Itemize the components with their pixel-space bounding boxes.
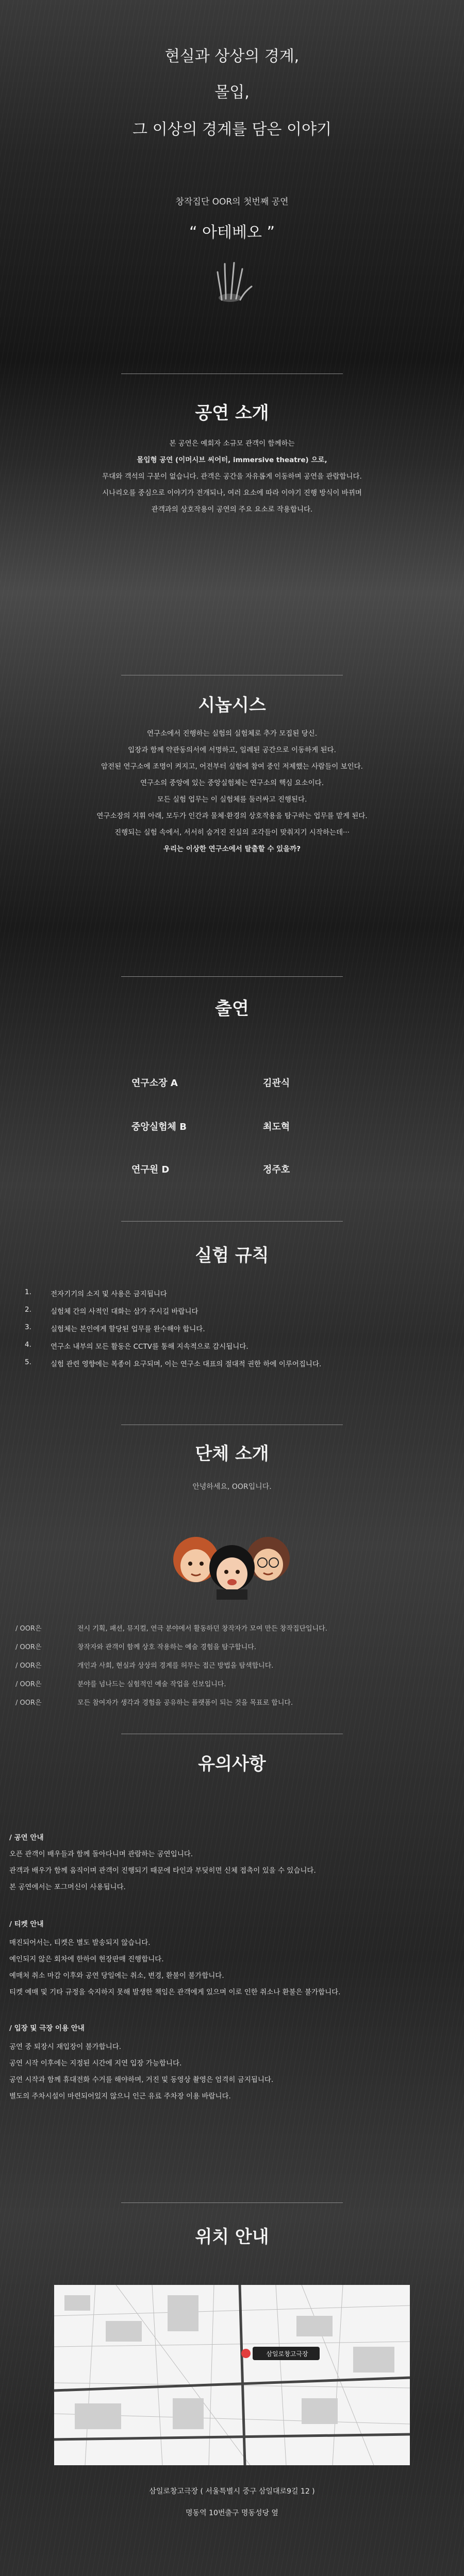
intro-line: 시나리오를 중심으로 이야기가 전개되나, 여러 요소에 따라 이야기 진행 방식이 바뀌며 [102, 489, 362, 497]
venue-directions: 명동역 10번출구 명동성당 옆 [186, 2509, 278, 2517]
intro-heading: 공연 소개 [195, 403, 269, 423]
rule-text: 실험 관련 영향에는 복종이 요구되며, 이는 연구소 대표의 절대적 권한 하에 이루어집니다. [51, 1360, 322, 1368]
team-row [15, 1679, 449, 1690]
cast-list [131, 1076, 338, 1179]
rule-text: 연구소 내부의 모든 활동은 CCTV를 통해 지속적으로 감시됩니다. [51, 1343, 248, 1351]
team-avatars [173, 1528, 291, 1600]
rule-text: 실험체는 본인에게 할당된 업무를 완수해야 합니다. [51, 1325, 205, 1333]
team-row [15, 1623, 449, 1634]
notice-line: 티켓 예매 및 기타 규정을 숙지하지 못해 발생한 책임은 관객에게 있으며 이로 인한 취소나 환불은 불가합니다. [9, 1988, 341, 1996]
notice-line: 공연 시작과 함께 휴대전화 수거를 해야하며, 거진 및 동영상 촬영은 엄격히 금지됩니다. [9, 2076, 274, 2084]
rule-text: 실험체 간의 사적인 대화는 삼가 주시길 바랍니다 [51, 1308, 198, 1316]
location-text [0, 2486, 464, 2518]
team-value: 분야를 넘나드는 실험적인 예술 작업을 선보입니다. [77, 1681, 226, 1688]
intro-line: 무대와 객석의 구분이 없습니다. 관객은 공간을 자유롭게 이동하며 공연을 관람합니다. [102, 472, 362, 481]
rule-number: 3. [25, 1323, 31, 1331]
rules-list [25, 1288, 448, 1376]
divider [121, 1221, 343, 1222]
rule-item [25, 1341, 448, 1356]
rule-text: 전자기기의 소지 및 사용은 금지됩니다 [51, 1290, 167, 1298]
notice-line: 오픈 관객이 배우들과 함께 돌아다니며 관람하는 공연입니다. [9, 1850, 193, 1858]
rule-item [25, 1288, 448, 1303]
team-value: 개인과 사회, 현실과 상상의 경계를 허무는 접근 방법을 탐색합니다. [77, 1662, 274, 1670]
team-key: / OOR은 [15, 1643, 42, 1651]
team-key: / OOR은 [15, 1681, 42, 1688]
team-row [15, 1641, 449, 1653]
hero-section [0, 49, 464, 242]
venue-address: 삼일로창고극장 ( 서울특별시 중구 삼일대로9길 12 ) [149, 2487, 315, 2496]
team-section [0, 1425, 464, 1492]
team-value: 전시 기획, 패션, 뮤지컬, 연극 분야에서 활동하던 창작자가 모여 만든 창작집단입니다. [77, 1625, 327, 1633]
team-row [15, 1660, 449, 1671]
notice-line: 예인되지 않은 회차에 한하여 현장판매 진행합니다. [9, 1955, 164, 1963]
cast-section [0, 976, 464, 1020]
hero-line-3: 그 이상의 경계를 담은 이야기 [132, 121, 332, 139]
notice-block-title: / 공연 안내 [9, 1834, 44, 1842]
notice-heading: 유의사항 [198, 1754, 266, 1774]
synopsis-text [0, 725, 464, 857]
cast-name: 최도혁 [263, 1122, 290, 1132]
rule-number: 4. [25, 1341, 31, 1349]
notice-section [0, 1734, 464, 1775]
rule-item [25, 1323, 448, 1338]
notice-block-title: / 입장 및 극장 이용 안내 [9, 2024, 85, 2032]
team-greeting: 안녕하세요, OOR입니다. [192, 1483, 272, 1491]
intro-line: 몰입형 공연 (이머시브 씨어터, immersive theatre) 으로, [137, 456, 327, 464]
divider [121, 2202, 343, 2203]
synopsis-heading: 시놉시스 [198, 695, 266, 716]
location-section [0, 2202, 464, 2248]
notice-block-title: / 티켓 안내 [9, 1920, 44, 1928]
intro-text [0, 435, 464, 518]
rules-section [0, 1221, 464, 1266]
notice-line: 공연 중 퇴장시 재입장이 불가합니다. [9, 2043, 122, 2051]
map-illustration [54, 2285, 410, 2465]
synopsis-line: 모든 실험 업무는 이 실험체를 둘러싸고 진행된다. [157, 795, 307, 804]
notice-line: 본 공연에서는 포그머신이 사용됩니다. [9, 1883, 126, 1891]
rule-item [25, 1358, 448, 1374]
cast-role: 연구소장 A [131, 1078, 178, 1089]
synopsis-line: 연구소의 중앙에 있는 중앙실험체는 연구소의 핵심 요소이다. [140, 779, 324, 787]
notice-body [9, 1832, 453, 2161]
intro-line: 본 공연은 예회자 소규모 관객이 함께하는 [169, 439, 295, 448]
cast-name: 정주호 [263, 1164, 290, 1175]
team-value: 모든 참여자가 생각과 경험을 공유하는 플랫폼이 되는 것을 목표로 합니다. [77, 1699, 293, 1707]
intro-line: 관객과의 상호작용이 공연의 주요 요소로 작용합니다. [151, 505, 313, 514]
team-heading: 단체 소개 [195, 1444, 269, 1464]
cast-heading: 출연 [215, 998, 249, 1019]
cast-role: 연구원 D [131, 1164, 170, 1175]
synopsis-line: 진행되는 실험 속에서, 서서히 숨겨진 진실의 조각들이 맞춰지기 시작하는데··· [114, 828, 350, 837]
hero-line-2: 몰입, [214, 83, 250, 101]
hero-line-1: 현실과 상상의 경계, [164, 47, 300, 65]
map-venue-label: 삼일로창고극장 [266, 2350, 308, 2358]
rule-item [25, 1306, 448, 1321]
synopsis-line: 연구소장의 지휘 아래, 모두가 인간과 물체·환경의 상호작용을 탐구하는 업무를 맡게 된다. [96, 812, 368, 820]
location-heading: 위치 안내 [195, 2227, 269, 2247]
rules-heading: 실험 규칙 [195, 1245, 269, 1266]
divider [121, 976, 343, 977]
team-key: / OOR은 [15, 1625, 42, 1633]
cast-name: 김관식 [263, 1078, 290, 1089]
location-map[interactable] [54, 2285, 410, 2465]
avatar-illustration [173, 1528, 291, 1600]
rule-number: 2. [25, 1306, 31, 1314]
notice-line: 별도의 주차시설이 마련되어있지 않으니 인근 유료 주차장 이용 바랍니다. [9, 2092, 231, 2100]
synopsis-section [0, 675, 464, 857]
cast-role: 중앙실험체 B [131, 1122, 187, 1132]
rule-number: 5. [25, 1358, 31, 1366]
team-value: 창작자와 관객이 함께 상호 작용하는 예술 경험을 탐구합니다. [77, 1643, 257, 1651]
team-key: / OOR은 [15, 1699, 42, 1707]
team-key: / OOR은 [15, 1662, 42, 1670]
show-title: “ 아테베오 ” [189, 224, 275, 242]
hero-subtitle: 창작집단 OOR의 첫번째 공연 [175, 197, 289, 207]
notice-line: 매진되어서는, 티켓은 별도 발송되지 않습니다. [9, 1939, 151, 1947]
notice-line: 관객과 배우가 함께 움직이며 관객이 진행되기 때문에 타인과 부딪히면 신체 접촉이 있을 수 있습니다. [9, 1867, 316, 1875]
intro-section [0, 374, 464, 518]
synopsis-line: 암전된 연구소에 조명이 켜지고, 어전부터 실험에 참여 중인 저제했는 사람들이 보인다. [101, 762, 363, 771]
hand-print-icon [206, 252, 258, 304]
synopsis-line: 우리는 이상한 연구소에서 탈출할 수 있을까? [163, 845, 301, 853]
synopsis-line: 연구소에서 진행하는 실험의 실험체로 추가 모집된 당신. [147, 730, 317, 738]
notice-line: 공연 시작 이후에는 지정된 시간에 지연 입장 가능합니다. [9, 2059, 182, 2067]
notice-line: 예매처 취소 마감 이후와 공연 당일에는 취소, 변경, 환불이 불가합니다. [9, 1972, 224, 1980]
team-row [15, 1697, 449, 1708]
synopsis-line: 입장과 함께 약관동의서에 서명하고, 일례된 공간으로 이동하게 된다. [128, 746, 336, 754]
rule-number: 1. [25, 1288, 31, 1296]
